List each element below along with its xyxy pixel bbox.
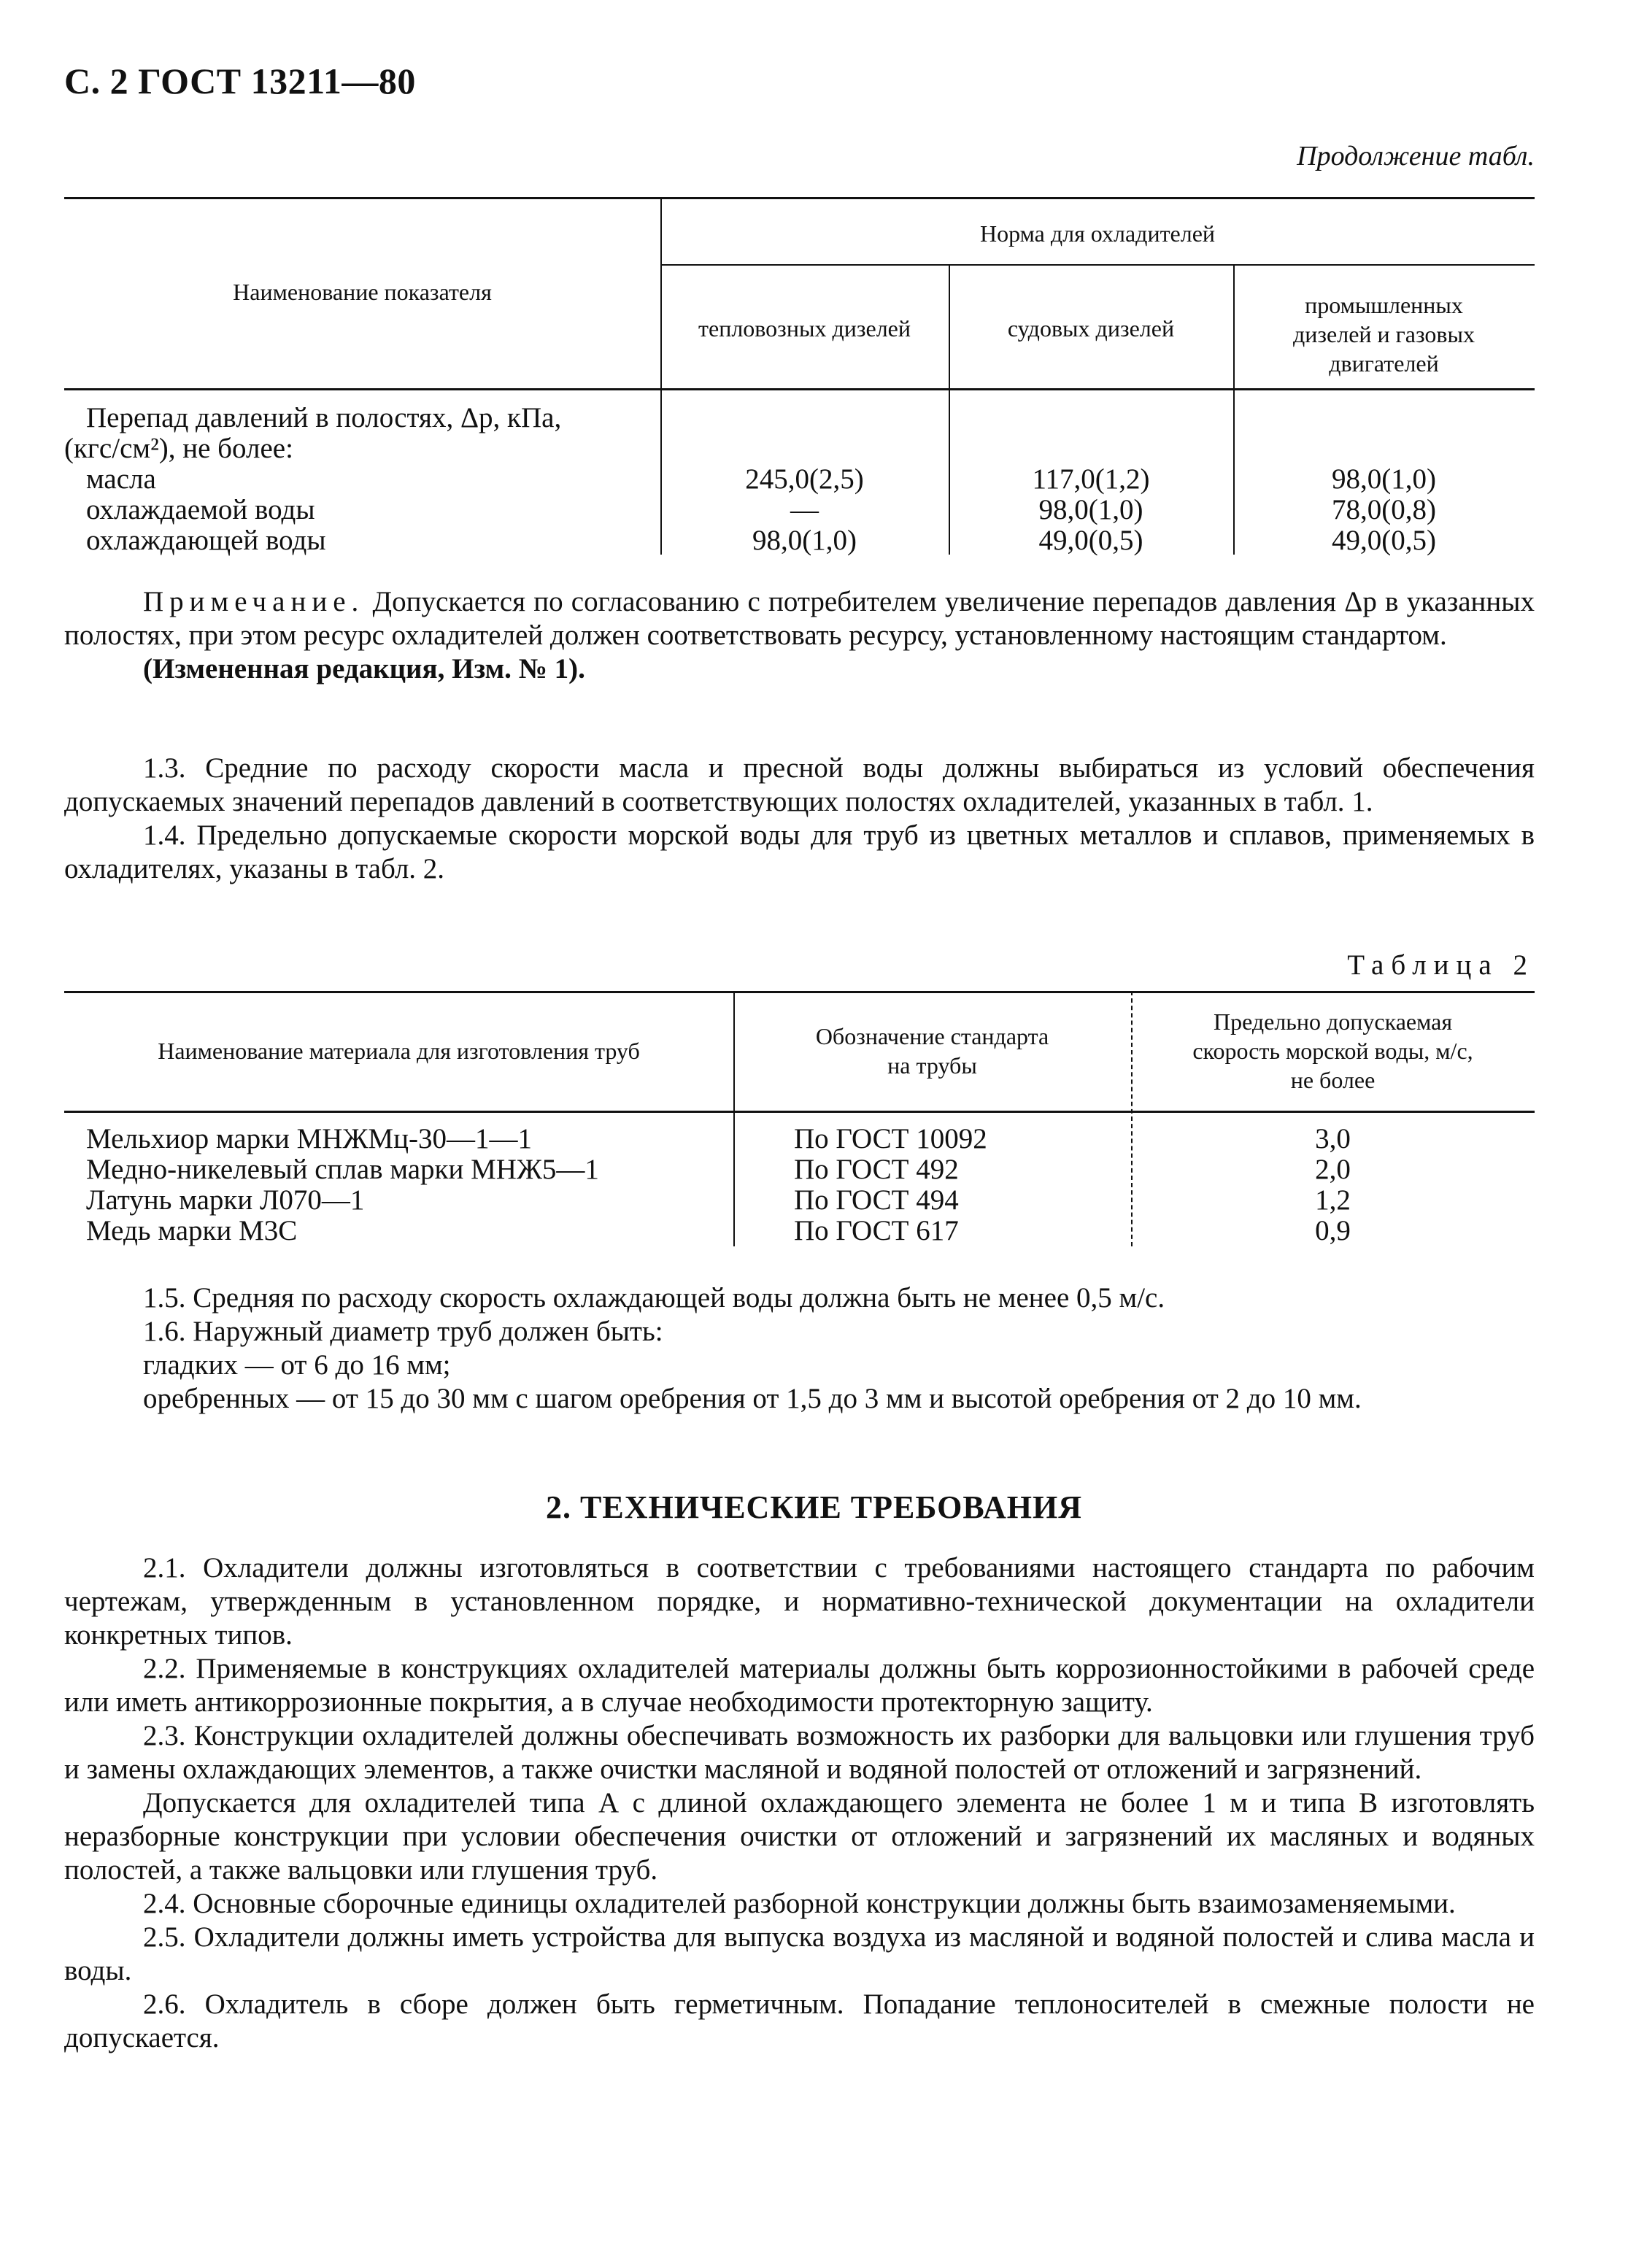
table1-cell: 98,0(1,0) xyxy=(1332,463,1436,495)
table1-header-col-b: судовых дизелей xyxy=(1007,315,1175,342)
paragraph-2-3: 2.3. Конструкции охладителей должны обеспечивать возможность их разборки для вальцовки или глушения труб и замены охлаждающих элементов, а также очистки масляной и водяной полостей от отложений и загрязнений. xyxy=(64,1720,1535,1785)
table2-cell-speed: 2,0 xyxy=(1315,1154,1351,1185)
table1-header-col-a: тепловозных дизелей xyxy=(698,315,911,342)
table2-caption: Таблица 2 xyxy=(1347,949,1535,981)
paragraph-1-4: 1.4. Предельно допускаемые скорости морской воды для труб из цветных металлов и сплавов, применяемых в охладителях, указаны в табл. 2. xyxy=(64,819,1535,884)
table2-cell-speed: 1,2 xyxy=(1315,1184,1351,1216)
table2-header-name: Наименование материала для изготовления труб xyxy=(158,1038,640,1064)
paragraph-1-6b: оребренных — от 15 до 30 мм с шагом оребрения от 1,5 до 3 мм и высотой оребрения от 2 до 10 мм. xyxy=(143,1383,1362,1414)
paragraph-2-6: 2.6. Охладитель в сборе должен быть герметичным. Попадание теплоносителей в смежные полости не допускается. xyxy=(64,1989,1535,2053)
section-2-paragraphs xyxy=(64,1551,1535,2055)
table2-row-name: Мельхиор марки МНЖМц-30—1—1 xyxy=(86,1123,532,1154)
paragraph-1-6: 1.6. Наружный диаметр труб должен быть: xyxy=(143,1316,663,1347)
table2-header-std: Обозначение стандарта на трубы xyxy=(815,1023,1049,1079)
table2-row-name: Медь марки М3С xyxy=(86,1215,298,1246)
table1-cell: 98,0(1,0) xyxy=(1038,494,1143,525)
note-label: Примечание. xyxy=(143,586,365,617)
paragraph-2-4: 2.4. Основные сборочные единицы охладителей разборной конструкции должны быть взаимозаменяемыми. xyxy=(143,1888,1456,1919)
table1-row-name: охлаждающей воды xyxy=(86,525,326,556)
revision-note: (Измененная редакция, Изм. № 1). xyxy=(143,653,585,684)
paragraph-1-5: 1.5. Средняя по расходу скорость охлаждающей воды должна быть не менее 0,5 м/с. xyxy=(143,1282,1165,1314)
table2-cell-std: По ГОСТ 494 xyxy=(794,1184,959,1216)
table-continuation-label: Продолжение табл. xyxy=(1297,141,1535,171)
table1-cell: 98,0(1,0) xyxy=(752,525,857,556)
table1-row-name: масла xyxy=(86,463,156,495)
table1-cell: 117,0(1,2) xyxy=(1032,463,1150,495)
section-1-paragraphs xyxy=(64,752,1535,886)
table1-row-name: охлаждаемой воды xyxy=(86,494,315,525)
table1-header-group: Норма для охладителей xyxy=(979,220,1216,247)
table2-cell-std: По ГОСТ 617 xyxy=(794,1215,959,1246)
section-1-tail xyxy=(64,1281,1535,1416)
page-header: С. 2 ГОСТ 13211—80 xyxy=(64,61,416,101)
table2-row-name: Медно-никелевый сплав марки МНЖ5—1 xyxy=(86,1154,599,1185)
table2-row-name: Латунь марки Л070—1 xyxy=(86,1184,365,1216)
table1-header-col-c: промышленных дизелей и газовых двигателей xyxy=(1292,292,1475,377)
paragraph-2-5: 2.5. Охладители должны иметь устройства для выпуска воздуха из масляной и водяной полостей и слива масла и воды. xyxy=(64,1921,1535,1986)
note-text: Допускается по согласованию с потребителем увеличение перепадов давления Δp в указанных полостях, при этом ресурс охладителей должен соответствовать ресурсу, установленному настоящим стандартом. xyxy=(64,586,1535,651)
paragraph-2-2: 2.2. Применяемые в конструкциях охладителей материалы должны быть коррозионностойкими в рабочей среде или иметь антикоррозионные покрытия, а в случае необходимости протекторную защиту. xyxy=(64,1653,1535,1718)
table2-cell-std: По ГОСТ 492 xyxy=(794,1154,959,1185)
table2-header-speed: Предельно допускаемая скорость морской воды, м/с, не более xyxy=(1192,1008,1473,1093)
table2-cell-std: По ГОСТ 10092 xyxy=(794,1123,987,1154)
paragraph-2-1: 2.1. Охладители должны изготовляться в соответствии с требованиями настоящего стандарта по рабочим чертежам, утвержденным в установленном порядке, и нормативно-технической документации на охладители конкретных типов. xyxy=(64,1552,1535,1651)
table1-row-title-1: Перепад давлений в полостях, Δp, кПа, xyxy=(86,402,562,433)
section-2-heading: 2. ТЕХНИЧЕСКИЕ ТРЕБОВАНИЯ xyxy=(546,1489,1082,1525)
table1-cell: 49,0(0,5) xyxy=(1038,525,1143,556)
table2-cell-speed: 3,0 xyxy=(1315,1123,1351,1154)
table1-cell: — xyxy=(790,494,819,525)
table1-row-title-2: (кгс/см²), не более: xyxy=(64,433,293,464)
table2-cell-speed: 0,9 xyxy=(1315,1215,1351,1246)
paragraph-2-3b: Допускается для охладителей типа А с длиной охлаждающего элемента не более 1 м и типа В изготовлять неразборные конструкции при условии обеспечения очистки от отложений и загрязнений их масляных и водяных полостей, а также вальцовки или глушения труб. xyxy=(64,1787,1535,1886)
table1-cell: 49,0(0,5) xyxy=(1332,525,1436,556)
table1-cell: 78,0(0,8) xyxy=(1332,494,1436,525)
note-block xyxy=(64,585,1535,686)
table1-cell: 245,0(2,5) xyxy=(745,463,864,495)
paragraph-1-3: 1.3. Средние по расходу скорости масла и пресной воды должны выбираться из условий обеспечения допускаемых значений перепадов давлений в соответствующих полостях охладителей, указанных в табл. 1. xyxy=(64,752,1535,817)
paragraph-1-6a: гладких — от 6 до 16 мм; xyxy=(143,1349,451,1381)
table1-header-name: Наименование показателя xyxy=(233,279,492,305)
